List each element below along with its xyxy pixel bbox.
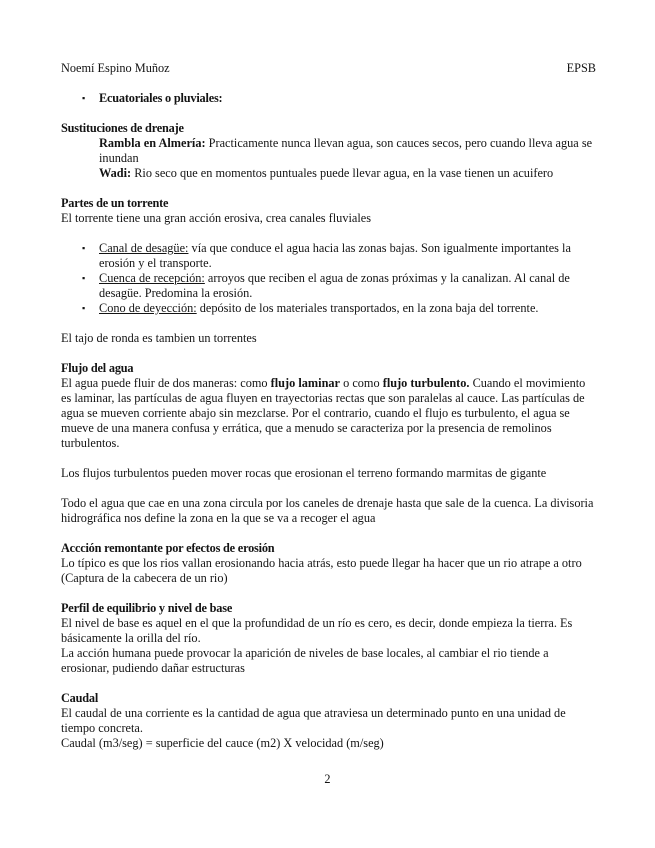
rambla-text: Practicamente nunca llevan agua, son cauces secos, pero cuando lleva agua se inundan	[99, 136, 593, 165]
section-title-partes: Partes de un torrente	[61, 196, 169, 210]
perfil-paragraph-1: El nivel de base es aquel en el que la profundidad de un río es cero, es decir, donde empieza la tierra. Es básicamente la orilla del río.	[61, 616, 573, 645]
section-title-sustituciones: Sustituciones de drenaje	[61, 121, 184, 135]
item-text: depósito de los materiales transportados, en la zona baja del torrente.	[196, 301, 539, 315]
accion-paragraph: Lo típico es que los rios vallan erosionando hacia atrás, esto puede llegar ha hacer que un rio atrape a otro (Captura de la cabecera de un rio)	[61, 556, 582, 585]
text-run: El agua puede fluir de dos maneras: como	[61, 376, 271, 390]
rambla-term: Rambla en Almería:	[99, 136, 206, 150]
page-header	[61, 61, 596, 76]
section-title-caudal: Caudal	[61, 691, 99, 705]
flujo-paragraph-3: Todo el agua que cae en una zona circula por los caneles de drenaje hasta que sale de la cuenca. La divisoria hidrográfica nos define la zona en la que se va a recoger el agua	[61, 496, 594, 525]
section-title-flujo: Flujo del agua	[61, 361, 134, 375]
wadi-paragraph	[61, 166, 596, 181]
caudal-paragraph-1: El caudal de una corriente es la cantidad de agua que atraviesa un determinado punto en una unidad de tiempo concreta.	[61, 706, 566, 735]
item-term: Canal de desagüe:	[99, 241, 189, 255]
header-school: EPSB	[566, 61, 596, 75]
section-title-perfil: Perfil de equilibrio y nivel de base	[61, 601, 233, 615]
wadi-text: Rio seco que en momentos puntuales puede llevar agua, en la vase tienen un acuifero	[131, 166, 554, 180]
item-term: Cono de deyección:	[99, 301, 197, 315]
flujo-paragraph-1	[61, 376, 596, 451]
wadi-term: Wadi:	[99, 166, 132, 180]
top-bullet-list	[61, 91, 596, 106]
partes-note: El tajo de ronda es tambien un torrentes	[61, 331, 257, 345]
list-item: ▪ Ecuatoriales o pluviales:	[61, 91, 596, 106]
page-number: 2	[324, 772, 331, 786]
caudal-formula: Caudal (m3/seg) = superficie del cauce (m2) X velocidad (m/seg)	[61, 736, 384, 750]
header-author: Noemí Espino Muñoz	[61, 61, 170, 75]
list-item	[61, 271, 596, 301]
rambla-paragraph	[61, 136, 596, 166]
text-run: o como	[340, 376, 383, 390]
flujo-paragraph-2: Los flujos turbulentos pueden mover rocas que erosionan el terreno formando marmitas de gigante	[61, 466, 547, 480]
item-text: arroyos que reciben el agua de zonas próximas y la canalizan. Al canal de desagüe. Predomina la erosión.	[99, 271, 570, 300]
bold-term-turbulento: flujo turbulento.	[382, 376, 470, 390]
page-content	[61, 61, 596, 751]
partes-intro: El torrente tiene una gran acción erosiva, crea canales fluviales	[61, 211, 371, 225]
item-term: Cuenca de recepción:	[99, 271, 205, 285]
item-text: vía que conduce el agua hacia las zonas bajas. Son igualmente importantes la erosión y el transporte.	[99, 241, 571, 270]
section-title-accion: Accción remontante por efectos de erosión	[61, 541, 275, 555]
text-run: Cuando el movimiento es laminar, las partículas de agua fluyen en trayectorias rectas que son paralelas al cauce. Las partículas de agua se mueven corriente abajo sin mezclarse. Por el contrario, cuando el flujo es turbulento, el agua se mueve de una manera confusa y errática, que a menudo se caracteriza por la presencia de remolinos turbulentos.	[61, 376, 586, 450]
list-item	[61, 241, 596, 271]
bold-term-laminar: flujo laminar	[270, 376, 341, 390]
partes-list	[61, 241, 596, 316]
list-item	[61, 301, 596, 316]
perfil-paragraph-2: La acción humana puede provocar la aparición de niveles de base locales, al cambiar el rio tiende a erosionar, pudiendo dañar estructuras	[61, 646, 549, 675]
